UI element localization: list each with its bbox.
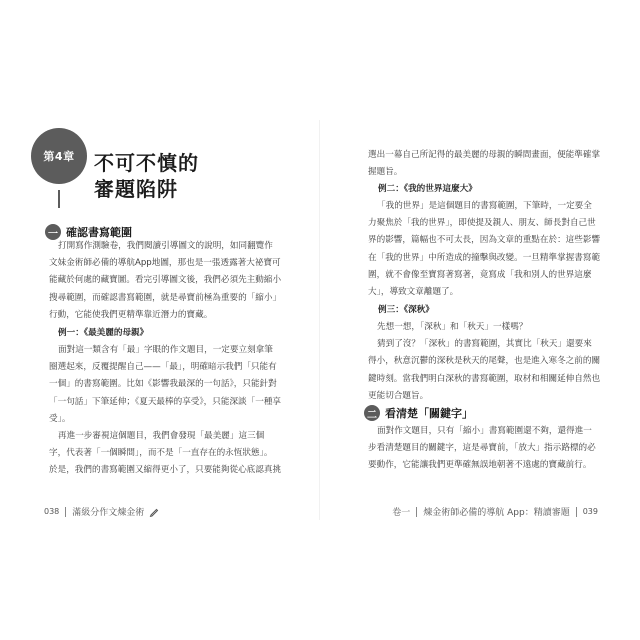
paragraph-6 — [368, 319, 600, 405]
text-line: 搜尋範圍，而確認書寫範圍，就是尋寶前極為重要的「縮小」 — [49, 292, 282, 303]
text-line: 鍵時刻。當我們明白深秋的書寫範圍，取材和相關延伸自然也 — [368, 373, 601, 384]
footer-part-label: 卷一 — [392, 508, 411, 518]
text-line: 選出一幕自己所記得的最美麗的母親的瞬間畫面，便能準確掌 — [368, 150, 601, 160]
paragraph-3 — [49, 428, 281, 480]
paragraph-2 — [49, 342, 281, 428]
chapter-title-line: 審題陷阱 — [94, 177, 178, 201]
footer-chapter-title: 煉金術師必備的導航 App：精讀審題 — [423, 508, 570, 518]
chapter-badge-stem — [58, 190, 60, 208]
right-page-footer — [392, 505, 598, 518]
text-line: 受」。 — [49, 413, 71, 424]
section-number-badge: 二 — [364, 405, 380, 421]
text-line: 字，代表著「一個瞬間」，而不是「一直存在的永恆狀態」。 — [49, 448, 273, 459]
text-line: 得小，秋意沉鬱的深秋是秋天的尾聲，也是進入寒冬之前的關 — [368, 356, 601, 367]
text-line: 行動，它能使我們更精準靠近潛力的寶藏。 — [49, 309, 213, 320]
text-line: 面對這一類含有「最」字眼的作文題目，一定要立刻拿筆 — [58, 345, 273, 355]
text-line: 握題旨。 — [368, 167, 403, 178]
text-line: 於是，我們的書寫範圍又縮得更小了，只要能夠從心底認真挑 — [49, 465, 282, 476]
page-number: 039 — [582, 507, 598, 516]
text-line: 面對作文題目，只有「縮小」書寫範圍還不夠，還得進一 — [377, 426, 592, 436]
chapter-title — [94, 150, 199, 202]
example-heading-2: 例二：《我的世界這麼大》 — [378, 184, 477, 194]
text-line: 能藏於何處的藏寶圖。看完引導圖文後，我們必須先主動縮小 — [49, 275, 282, 286]
text-line: 圍，就不會像至寶寫著寫著，竟寫成「我和別人的世界這麼 — [368, 269, 592, 280]
example-heading-1: 例一：《最美麗的母親》 — [58, 328, 149, 338]
footer-divider — [576, 507, 577, 517]
paragraph-7 — [368, 423, 596, 475]
text-line: 一個」的書寫範圍。比如《影響我最深的一句話》，只能針對 — [49, 379, 277, 390]
text-line: 文妹金術師必備的導航App地圖，那也是一張透露著大祕寶可 — [49, 258, 281, 269]
text-line: 要動作，它能讓我們更準確無誤地朝著不遠處的寶藏前行。 — [368, 460, 592, 471]
page-number: 038 — [44, 507, 60, 516]
text-line: 「一句話」下筆延伸；《夏天最棒的享受》，只能深談「一種享 — [49, 396, 282, 407]
paragraph-4 — [368, 147, 600, 181]
section-heading-2 — [364, 405, 473, 421]
text-line: 打開寫作測驗卷，我們閱讀引導圖文的說明，如同翻覽作 — [58, 241, 273, 251]
pen-icon — [149, 507, 159, 517]
text-line: 「我的世界」是這個題目的書寫範圍，下筆時，一定要全 — [377, 201, 592, 211]
text-line: 先想一想，「深秋」和「秋天」一樣嗎？ — [377, 322, 528, 332]
text-line: 猜到了沒？「深秋」的書寫範圍，其實比「秋天」還要來 — [377, 339, 592, 350]
text-line: 圈選起來，反覆提醒自己——「最」，明確暗示我們「只能有 — [49, 362, 277, 373]
text-line: 界的影響，篇幅也不可太長，因為文章的重點在於：這些影響 — [368, 235, 601, 246]
book-title: 滿級分作文煉金術 — [72, 508, 145, 518]
footer-divider — [416, 507, 417, 517]
chapter-badge: 第4章 — [31, 128, 87, 184]
text-line: 再進一步審視這個題目，我們會發現「最美麗」這三個 — [58, 431, 265, 441]
text-line: 力聚焦於「我的世界」，即使提及親人、朋友、師長對自己世 — [368, 218, 596, 229]
section-title: 確認書寫範圍 — [66, 226, 132, 239]
section-title: 看清楚「關鍵字」 — [385, 407, 473, 420]
example-heading-3: 例三：《深秋》 — [378, 305, 434, 315]
text-line: 大」，導致文章離題了。 — [368, 286, 459, 297]
text-line: 在「我的世界」中所造成的撞擊與改變。一旦精準掌握書寫範 — [368, 252, 601, 263]
right-page — [320, 0, 640, 640]
footer-divider — [65, 507, 66, 517]
text-line: 更能切合題旨。 — [368, 390, 429, 401]
text-line: 步看清楚題目的關鍵字，這是尋寶前，「放大」指示路標的必 — [368, 443, 596, 454]
paragraph-5 — [368, 198, 600, 301]
paragraph-1 — [49, 238, 281, 324]
left-page-footer — [44, 505, 159, 518]
section-number-badge: 一 — [45, 224, 61, 240]
chapter-title-line: 不可不慎的 — [94, 151, 199, 175]
